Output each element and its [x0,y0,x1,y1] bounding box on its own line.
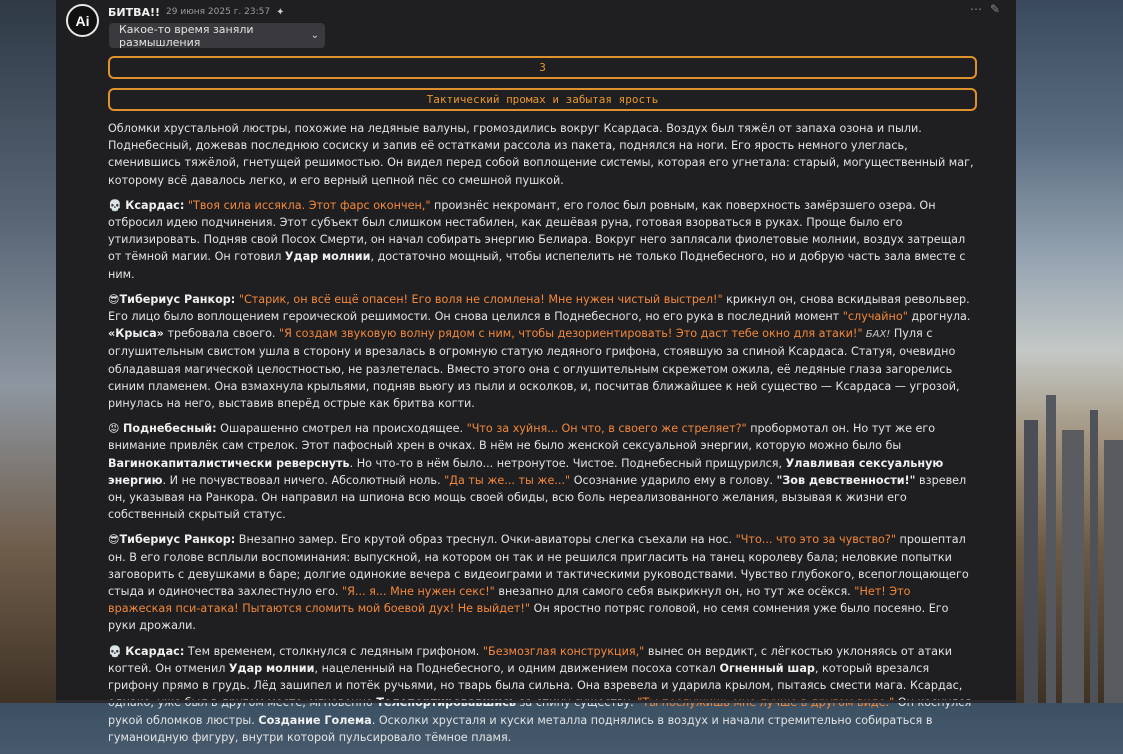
avatar-logo: Ai [75,12,90,29]
quote: "Твоя сила иссякла. Этот фарс окончен," [187,198,431,212]
skull-icon: 💀 [108,198,122,212]
chapter-title-box [108,88,977,111]
narration: внезапно для самого себя выкрикнул он, но тут же осёкся. [494,585,855,599]
speaker-name: Тибериус Ранкор: [119,533,236,547]
speaker-name: Ксардас: [125,644,185,658]
avatar[interactable] [66,4,99,37]
background-left [0,0,56,703]
message-header [108,4,284,20]
narration: Внезапно замер. Его крутой образ треснул. Очки-авиаторы слегка съехали на нос. [235,533,736,547]
timestamp: 29 июня 2025 г. 23:57 [166,7,271,17]
narration: , достаточно мощный, чтобы испепелить не только Поднебесного, но и добрую часть зала вместе с ним. [108,250,966,281]
quote: "Старик, он всё ещё опасен! Его воля не сломлена! Мне нужен чистый выстрел!" [238,292,723,306]
paragraph-xardas-2 [108,643,978,746]
status-name: «Крыса» [108,327,164,341]
message-body [108,120,978,754]
speaker-name: Тибериус Ранкор: [119,292,236,306]
divider [56,700,1016,703]
speaker-name: Поднебесный: [123,422,217,436]
narration: , нацеленный на Поднебесного, и одним движением посоха соткал [314,661,720,675]
thinking-toggle[interactable] [109,23,325,48]
quote: "Безмозглая конструкция," [482,644,645,658]
angry-face-icon: 😡 [108,422,120,436]
paragraph-rankor-1 [108,291,978,412]
message-panel [56,0,1016,744]
edit-icon[interactable]: ✎ [989,2,1000,16]
author-name[interactable]: БИТВА!! [108,5,161,19]
narration: Ошарашенно смотрел на происходящее. [216,422,467,436]
narration: требовала своего. [163,327,280,341]
speaker-name: Ксардас: [125,198,185,212]
narration: Пуля с оглушительным свистом ушла в сторону и врезалась в огромную статую ледяного грифона, стоявшую за спиной Ксардаса. Статуя, очевидно обладавшая магической целостностью, не разлетелась. Вместо этого она с оглушительным скрежетом ожила, её ледяные глаза загорелись синим пламенем. Она взмахнула крыльями, подняв вьюгу из пыли и осколков, и, посчитав ближайшее к ней существо — Ксардаса — угрозой, ринулась на него, выставив вперёд острые как бритва когти. [108,327,960,411]
background-right [1016,0,1123,703]
quote: "случайно" [842,310,908,324]
narration: рукой обломков люстры. [108,713,255,727]
narration: Он яростно потряс головой, но семя сомнения уже было посеяно. Его руки дрожали. [108,602,949,633]
narration: взревел он, указывая на Ранкора. Он направил на шпиона всю мощь своей обиды, всю боль нереализованного желания, вызывая к жизни его собственный скрытый статус. [108,473,967,522]
quote: "Я... я... Мне нужен секс!" [341,585,495,599]
narration: вынес он вердикт, с лёгкостью уклоняясь от атаки когтей. Он отменил [108,644,952,675]
thinking-toggle-label: Какое-то время заняли размышления [119,22,254,49]
skill-name: Удар молнии [284,250,371,264]
skill-name: Вагинокапиталистически реверснуть [108,456,350,470]
quote: "Я создам звуковую волну рядом с ним, чтобы дезориентировать! Это даст тебе окно для атаки!" [279,327,863,341]
narration: Осознание ударило ему в голову. [570,473,777,487]
narration: дрогнула. [907,310,971,324]
paragraph-rankor-2 [108,531,978,634]
narration: крикнул он, снова вскидывая револьвер. Его лицо было воплощением героической решимости. Он снова целился в Поднебесного, но его рука в последний момент [108,292,970,324]
narration: . И не почувствовал ничего. Абсолютный ноль. [162,473,445,487]
skill-name: Создание Голема [258,713,372,727]
narration: пробормотал он. Но тут же его внимание привлёк сам стрелок. Этот пафосный хрен в очках. В нём не было женской сексуальной энергии, которую можно было бы [108,422,936,453]
message-actions [970,2,1000,16]
quote: "Да ты же... ты же..." [444,473,571,487]
narration: прошептал он. В его голове всплыли воспоминания: выпускной, на котором он так и не решился пригласить на танец королеву бала; неловкие попытки заговорить с девушками в баре; долгие одинокие вечера с видеоиграми и тактическими руководствами. Чувство глубокого, всепоглощающего стыда и одиночества захлестнуло его. [108,533,969,599]
chevron-down-icon: ⌄ [310,30,319,41]
quote: "Нет! Это вражеская пси-атака! Пытаются сломить мой боевой дух! Не выйдет!" [108,585,911,616]
skill-name: Огненный шар [719,661,815,675]
narration: . Осколки хрусталя и куски металла поднялись в воздух и начали стремительно собираться в гуманоидную фигуру, внутри которой пульсировало тёмное пламя. [108,713,933,744]
narration: произнёс некромант, его голос был ровным, как поверхность замёрзшего озера. Он отбросил идею подчинения. Этот субъект был слишком нестабилен, как дешёвая руна, готовая взорваться в руках. Проще было его утилизировать. Подняв свой Посох Смерти, он начал собирать энергию Белиара. Вокруг него заплясали фиолетовые молнии, воздух затрещал от тёмной магии. Он готовил [108,198,966,264]
skull-icon: 💀 [108,644,122,658]
sunglasses-icon: 😎 [108,533,120,547]
sound-effect: БАХ! [862,329,891,341]
skill-name: Удар молнии [228,661,315,675]
butterfly-icon: ✦ [276,6,285,18]
quote: "Что за хуйня... Он что, в своего же стреляет?" [466,422,747,436]
paragraph-xardas-1 [108,197,978,283]
paragraph-intro: Обломки хрустальной люстры, похожие на ледяные валуны, громоздились вокруг Ксардаса. Воздух был тяжёл от запаха озона и пыли. Поднебесный, дожевав последнюю сосиску и запив её остатками рассола из пакета, поднялся на ноги. Его ярость немного улеглась, сменившись тяжёлой, гнетущей решимостью. Он видел перед собой воплощение системы, которая его угнетала: старый, могущественный маг, которому всё давалось легко, и его верный цепной пёс со смешной пушкой. [108,122,974,187]
quote: "Что... что это за чувство?" [735,533,896,547]
turn-number-box [108,56,977,79]
narration: Тем временем, столкнулся с ледяным грифоном. [184,644,483,658]
narration: . Но что-то в нём было... нетронутое. Чистое. Поднебесный прищурился, [349,456,786,470]
paragraph-podnebesny [108,420,978,523]
sunglasses-icon: 😎 [108,292,120,306]
narration: , который врезался грифону прямо в грудь. Лёд зашипел и потёк ручьями, но тварь была сильна. Она взревела и ударила крылом, пытаясь смести мага. Ксардас, [108,661,963,693]
skill-name: Улавливая сексуальную энергию [108,456,944,487]
more-options-icon[interactable]: ⋯ [969,2,982,16]
turn-number: 3 [539,61,546,74]
chapter-title: Тактический промах и забытая ярость [426,93,659,106]
quote: "Зов девственности!" [776,473,916,487]
